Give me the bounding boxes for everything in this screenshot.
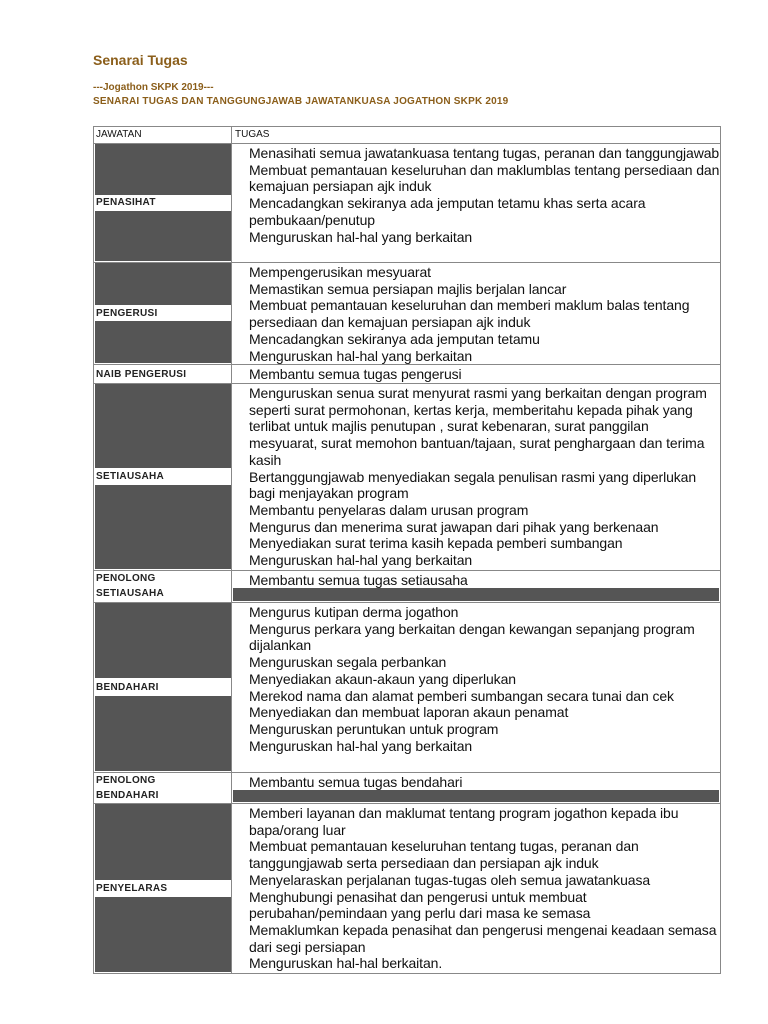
role-cell — [94, 773, 232, 803]
list-item: Membuat pemantauan keseluruhan dan maklumblas tentang persediaan dan kemajuan persiapan ajk induk — [249, 161, 720, 195]
list-item: Menguruskan segala perbankan — [249, 654, 447, 671]
header-tugas: TUGAS — [232, 127, 720, 144]
role-label: NAIB PENGERUSI — [96, 369, 187, 380]
list-item: Membantu penyelaras dalam urusan program — [249, 501, 529, 518]
task-list — [232, 603, 720, 754]
header-jawatan: JAWATAN — [94, 127, 232, 144]
list-item: Menyediakan akaun-akaun yang diperlukan — [249, 670, 516, 687]
list-item: Bertanggungjawab menyediakan segala penulisan rasmi yang diperlukan bagi menjayakan program — [249, 468, 697, 502]
list-item: Mengurus perkara yang berkaitan dengan kewangan sepanjang program dijalankan — [249, 620, 695, 654]
page-title: Senarai Tugas — [93, 52, 188, 68]
table-row-penolong-bendahari — [94, 773, 720, 804]
role-shade-bottom — [95, 485, 231, 569]
shaded-bar — [233, 790, 719, 802]
list-item: Mempengerusikan mesyuarat — [249, 264, 431, 280]
table-row-penolong-setiausaha — [94, 571, 720, 603]
role-label: PENYELARAS — [96, 883, 168, 894]
task-cell — [232, 603, 720, 772]
role-cell — [94, 571, 232, 602]
role-cell — [94, 384, 232, 570]
role-label-line2: SETIAUSAHA — [96, 588, 165, 599]
role-shade-bottom — [95, 211, 231, 261]
list-item: Mencadangkan sekiranya ada jemputan tetamu — [249, 330, 540, 347]
shaded-bar — [233, 588, 719, 601]
list-item: Menguruskan hal-hal yang berkaitan — [249, 228, 473, 245]
role-shade-top — [95, 384, 231, 468]
document-heading: SENARAI TUGAS DAN TANGGUNGJAWAB JAWATANKUASA JOGATHON SKPK 2019 — [93, 96, 509, 107]
table-row-naib-pengerusi — [94, 365, 720, 384]
list-item: Menghubungi penasihat dan pengerusi untuk membuat perubahan/pemindaan yang perlu dari masa ke semasa — [249, 888, 591, 922]
list-item: Memberi layanan dan maklumat tentang program jogathon kepada ibu bapa/orang luar — [249, 805, 679, 838]
list-item: Menguruskan hal-hal yang berkaitan — [249, 347, 473, 364]
task-cell — [232, 144, 720, 262]
task-cell — [232, 804, 720, 973]
list-item: Mengurus dan menerima surat jawapan dari pihak yang berkenaan — [249, 518, 659, 535]
role-cell — [94, 365, 232, 383]
role-shade-bottom — [95, 897, 231, 972]
role-label-line1: PENOLONG — [96, 775, 156, 786]
list-item: Mencadangkan sekiranya ada jemputan tetamu khas serta acara pembukaan/penutup — [249, 195, 646, 228]
task-list — [232, 773, 720, 791]
list-item: Menguruskan peruntukan untuk program — [249, 720, 499, 737]
list-item: Membantu semua tugas pengerusi — [249, 366, 462, 382]
task-list — [232, 571, 720, 589]
document-subtitle: ---Jogathon SKPK 2019--- — [93, 82, 214, 93]
task-cell — [232, 571, 720, 602]
task-list — [232, 263, 720, 364]
list-item: Menguruskan senua surat menyurat rasmi yang berkaitan dengan program seperti surat permohonan, kertas kerja, memberitahu kepada pihak yang terlibat untuk majlis penutupan , surat kebenaran, surat panggilan mesyuarat, surat memohon bantuan/tajaan, surat penghargaan dan terima kasih — [249, 385, 707, 468]
list-item: Membuat pemantauan keseluruhan dan memberi maklum balas tentang persediaan dan kemajuan persiapan ajk induk — [249, 297, 690, 331]
task-list — [232, 144, 720, 245]
role-cell — [94, 144, 232, 262]
role-cell — [94, 804, 232, 973]
table-row-penasihat — [94, 144, 720, 263]
list-item: Membantu semua tugas bendahari — [249, 774, 463, 790]
role-label: SETIAUSAHA — [96, 471, 165, 482]
list-item: Merekod nama dan alamat pemberi sumbangan secara tunai dan cek — [249, 687, 674, 704]
list-item: Menyelaraskan perjalanan tugas-tugas oleh semua jawatankuasa — [249, 871, 651, 888]
list-item: Menyediakan surat terima kasih kepada pemberi sumbangan — [249, 535, 623, 552]
list-item: Menguruskan hal-hal yang berkaitan — [249, 552, 473, 569]
list-item: Menasihati semua jawatankuasa tentang tugas, peranan dan tanggungjawab — [249, 145, 720, 161]
duties-table — [93, 126, 721, 974]
table-row-bendahari — [94, 603, 720, 773]
list-item: Mengurus kutipan derma jogathon — [249, 604, 459, 620]
list-item: Menguruskan hal-hal yang berkaitan — [249, 737, 473, 754]
list-item: Memastikan semua persiapan majlis berjalan lancar — [249, 280, 567, 297]
role-cell — [94, 263, 232, 364]
role-cell — [94, 603, 232, 772]
task-list — [232, 804, 720, 972]
role-shade-top — [95, 804, 231, 880]
table-row-penyelaras — [94, 804, 720, 973]
task-cell — [232, 773, 720, 803]
list-item: Menguruskan hal-hal berkaitan. — [249, 955, 443, 972]
list-item: Membantu semua tugas setiausaha — [249, 572, 468, 588]
list-item: Membuat pemantauan keseluruhan tentang tugas, peranan dan tanggungjawab serta persediaan dan persiapan ajk induk — [249, 838, 639, 872]
role-shade-top — [95, 263, 231, 305]
role-shade-top — [95, 144, 231, 195]
role-shade-top — [95, 603, 231, 678]
role-shade-bottom — [95, 321, 231, 363]
role-label: PENGERUSI — [96, 308, 158, 319]
task-list — [232, 365, 720, 383]
list-item: Memaklumkan kepada penasihat dan pengerusi mengenai keadaan semasa dari segi persiapan — [249, 921, 717, 955]
task-cell — [232, 365, 720, 383]
role-shade-bottom — [95, 696, 231, 771]
role-label: PENASIHAT — [96, 197, 156, 208]
table-row-pengerusi — [94, 263, 720, 365]
task-list — [232, 384, 720, 569]
table-row-setiausaha — [94, 384, 720, 571]
task-cell — [232, 263, 720, 364]
role-label-line2: BENDAHARI — [96, 790, 159, 801]
task-cell — [232, 384, 720, 570]
role-label: BENDAHARI — [96, 682, 159, 693]
list-item: Menyediakan dan membuat laporan akaun penamat — [249, 704, 569, 721]
role-label-line1: PENOLONG — [96, 573, 156, 584]
